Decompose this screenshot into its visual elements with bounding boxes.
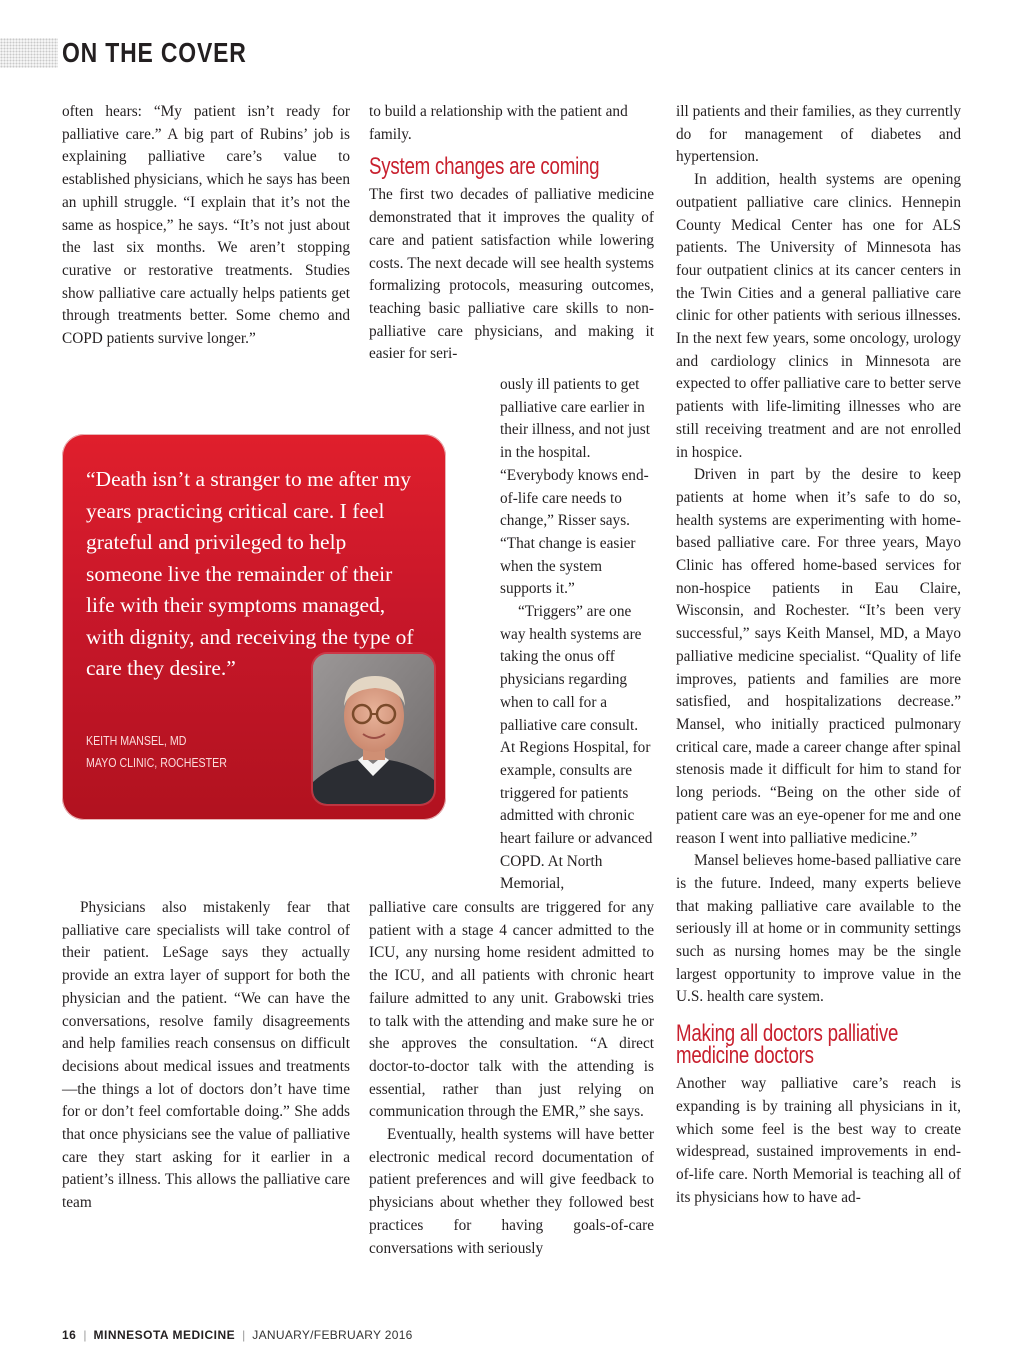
body-paragraph: Another way palliative care’s reach is expanding is by training all physicians in it, which some feel is the best way to create widespread, sustained improvements in end-of-life care. North Memorial is teaching all of its physicians how to have ad-	[676, 1075, 961, 1206]
body-paragraph: Eventually, health systems will have better electronic medical record documentation of patient preferences and will give feedback to physicians about whether they followed best practices for having goals-of-care conversations with seriously	[369, 1126, 654, 1257]
body-paragraph: ously ill patients to get palliative care earlier in their illness, and not just in the hospital. “Everybody knows end-of-life care needs to change,” Risser says. “That change is easier when the system supports it.”	[500, 376, 650, 598]
column2-bottom	[369, 897, 654, 1260]
issue-date: JANUARY/FEBRUARY 2016	[252, 1328, 413, 1342]
pullquote-text: “Death isn’t a stranger to me after my years practicing critical care. I feel grateful and privileged to help someone live the remainder of their life with their symptoms managed, with dignity, and receiving the type of care they desire.”	[86, 467, 414, 680]
body-paragraph: palliative care consults are triggered for any patient with a stage 4 cancer admitted to the ICU, any nursing home resident admitted to the ICU, and all patients with chronic heart failure admitted to any unit. Grabowski tries to talk with the attending and make sure he or she approves the consultation. “A direct doctor-to-doctor talk with the attending is essential, rather than just relying on communication through the EMR,” she says.	[369, 899, 654, 1121]
body-paragraph: The first two decades of palliative medicine demonstrated that it improves the quality of care and patient satisfaction while lowering costs. The next decade will see health systems formalizing protocols, measuring outcomes, teaching basic palliative care skills to non-palliative care physicians, and making it easier for seri-	[369, 186, 654, 363]
column2-wrap	[500, 374, 654, 896]
body-paragraph: Physicians also mistakenly fear that palliative care specialists will take control of their patient. LeSage says they actually provide an extra layer of support for both the physician and the patient. “We can have the conversations, resolve family disagreements and help families reach consensus on difficult decisions about medical issues and treatments—the things a lot of doctors don’t have time for or don’t feel comfortable doing.” She adds that once physicians see the value of palliative care they start asking for it earlier in a patient’s illness. This allows the palliative care team	[62, 899, 350, 1212]
body-paragraph: Mansel believes home-based palliative care is the future. Indeed, many experts believe that making palliative care available to the seriously ill at home or in community settings such as nursing homes may be the single largest opportunity to improve value in the U.S. health care system.	[676, 852, 961, 1006]
body-paragraph: In addition, health systems are opening outpatient palliative care clinics. Hennepin County Medical Center has one for ALS patients. The University of Minnesota has four outpatient clinics at its cancer centers in the Twin Cities and a general palliative care clinic for other patients with serious illnesses. In the next few years, some oncology, urology and cardiology clinics in Minnesota are expected to offer palliative care to better serve patients with life-limiting illnesses who are still receiving treatment and are not enrolled in hospice.	[676, 171, 961, 461]
header-dot-pattern	[0, 38, 58, 68]
footer-divider: |	[83, 1328, 87, 1342]
subhead-line: medicine doctors	[676, 1042, 814, 1070]
column1-bottom	[62, 897, 350, 1215]
subhead-line: Making all doctors palliative	[676, 1020, 899, 1048]
column1-top	[62, 101, 350, 351]
portrait-illustration	[313, 654, 434, 804]
subhead-system-changes: System changes are coming	[369, 153, 600, 181]
body-paragraph: ill patients and their families, as they currently do for management of diabetes and hypertension.	[676, 103, 961, 166]
footer-divider: |	[242, 1328, 246, 1342]
page-number: 16	[62, 1328, 77, 1342]
body-paragraph: Driven in part by the desire to keep patients at home when it’s safe to do so, health systems are experimenting with home-based palliative care. For three years, Mayo Clinic has offered home-based services for non-hospice patients in Eau Claire, Wisconsin, and Rochester. “It’s been very successful,” says Keith Mansel, MD, a Mayo palliative medicine specialist. “Quality of life improves, patients and families are more satisfied, and hospitalizations decrease.” Mansel, who initially practiced pulmonary critical care, made a career change after spinal stenosis made it difficult for him to stand for long periods. “Being on the other side of patient care was an eye-opener for me and one reason I went into palliative medicine.”	[676, 466, 961, 847]
portrait-photo	[313, 654, 434, 804]
column2-top	[369, 101, 654, 366]
page-footer	[62, 1328, 413, 1342]
body-paragraph: often hears: “My patient isn’t ready for palliative care.” A big part of Rubins’ job is explaining palliative care’s value to established physicians, which he says has been an uphill struggle. “I explain that it’s not the same as hospice,” he says. “It’s not just about the last six months. We aren’t stopping curative or restorative treatments. Studies show palliative care actually helps patients get through treatments better. Some chemo and COPD patients survive longer.”	[62, 103, 350, 348]
pullquote-affiliation: MAYO CLINIC, ROCHESTER	[86, 756, 227, 770]
body-paragraph: “Triggers” are one way health systems are taking the onus off physicians regarding when to call for a palliative care consult. At Regions Hospital, for example, consults are triggered for patients admitted with chronic heart failure or advanced COPD. At North Memorial,	[500, 603, 653, 893]
body-paragraph: to build a relationship with the patient and family.	[369, 103, 628, 143]
magazine-name: MINNESOTA MEDICINE	[93, 1328, 236, 1342]
pullquote-name: KEITH MANSEL, MD	[86, 734, 187, 748]
section-label: ON THE COVER	[62, 37, 247, 68]
pullquote-attribution	[86, 730, 227, 774]
column3	[676, 101, 961, 1209]
subhead-making-doctors	[676, 1020, 899, 1070]
